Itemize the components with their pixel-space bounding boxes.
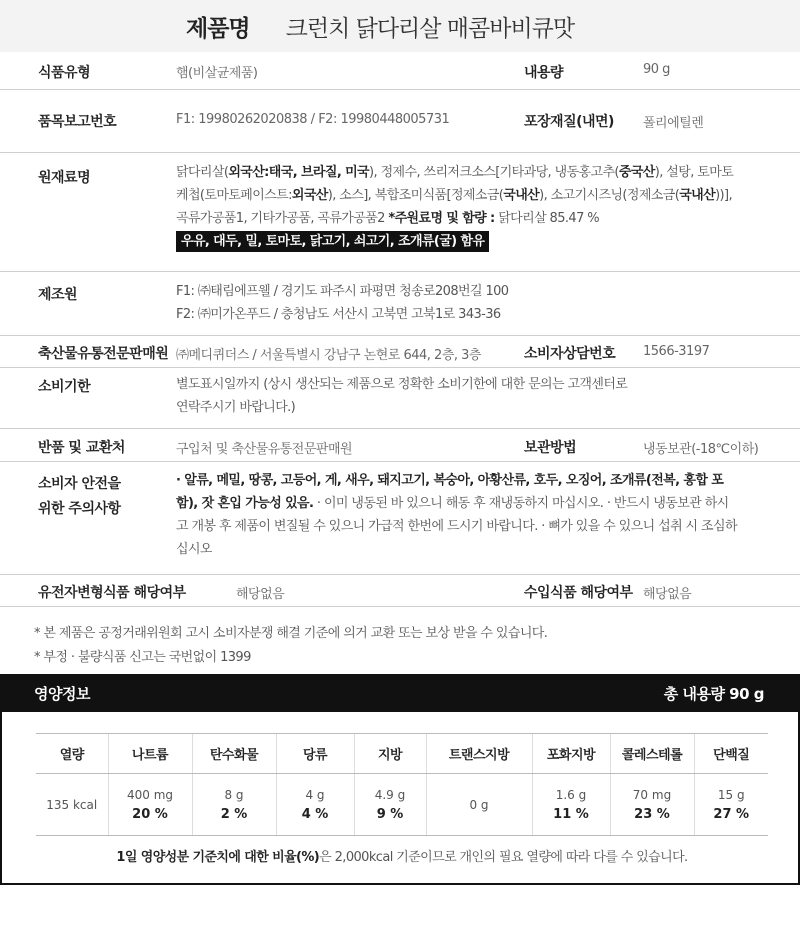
notice-item: * 부정 · 불량식품 신고는 국번없이 1399: [34, 650, 251, 665]
notice-list: [34, 622, 547, 670]
import-label: 수입식품 해당여부: [524, 585, 633, 601]
nutrient-header: 당류: [276, 734, 354, 774]
caution-label: [38, 472, 121, 522]
caution-label-line-2: 위한 주의사항: [38, 501, 121, 517]
nutrient-amount: 4.9 g: [374, 787, 406, 802]
product-name-label: 제품명: [186, 15, 250, 42]
ingredients-part: ), 소고기시즈닝(정제소금(: [539, 188, 680, 203]
seller-value: ㈜메디퀴더스 / 서울특별시 강남구 논현로 644, 2층, 3층: [176, 348, 481, 363]
report-no-value: F1: 19980262020838 / F2: 19980448005731: [176, 112, 450, 127]
nutrient-amount: 135 kcal: [46, 797, 98, 812]
nutrient-header: 열량: [36, 734, 108, 774]
nutrition-header-row: [36, 734, 768, 774]
nutrient-percent: 2 %: [220, 806, 248, 822]
row-seller: [0, 336, 800, 368]
gmo-label: 유전자변형식품 해당여부: [38, 585, 186, 601]
volume-value: 90 g: [643, 62, 670, 77]
caution-allergen-warning: · 알류, 메밀, 땅콩, 고등어, 게, 새우, 돼지고기, 복숭아, 아황산류, 호두, 오징어, 조개류(전복, 홍합 포함), 잣 혼입 가능성 있음.: [176, 473, 724, 511]
nutrient-amount: 4 g: [305, 787, 325, 802]
food-type-value: 햄(비살균제품): [176, 66, 258, 81]
nutrient-amount: 400 mg: [126, 787, 174, 802]
import-value: 해당없음: [643, 587, 692, 602]
return-value: 구입처 및 축산물유통전문판매원: [176, 442, 353, 457]
food-type-label: 식품유형: [38, 65, 91, 81]
nutrition-title: 영양정보: [34, 684, 90, 703]
ingredients-origin: 중국산: [618, 165, 655, 180]
nutrition-total: 총 내용량 90 g: [663, 684, 764, 703]
nutrient-amount: 70 mg: [632, 787, 672, 802]
nutrition-header: [0, 674, 800, 712]
row-report-no: [0, 90, 800, 153]
ingredients-part: 닭다리살(: [176, 165, 229, 180]
ingredients-part: ), 정제수, 쓰리저크소스[기타과당, 냉동홍고추(: [369, 165, 619, 180]
report-no-label: 품목보고번호: [38, 114, 117, 130]
nutrition-footnote-bold: 1일 영양성분 기준치에 대한 비율(%): [116, 850, 320, 865]
nutrient-header: 단백질: [694, 734, 768, 774]
consult-label: 소비자상담번호: [524, 346, 616, 362]
caution-text: [176, 469, 738, 561]
storage-value: 냉동보관(-18℃이하): [643, 442, 759, 457]
row-gmo: [0, 575, 800, 607]
nutrient-cell: [108, 774, 192, 836]
nutrient-cell: [426, 774, 532, 836]
nutrient-percent: 4 %: [301, 806, 329, 822]
expiry-line-1: 별도표시일까지 (상시 생산되는 제품으로 정확한 소비기한에 대한 문의는 고객센터로: [176, 377, 628, 392]
row-ingredients: [0, 153, 800, 272]
volume-label: 내용량: [524, 65, 564, 81]
row-return: [0, 429, 800, 462]
nutrient-cell: [610, 774, 694, 836]
ingredients-part: ))], 곡류가공품1, 기타가공품, 곡류가공품2: [176, 188, 733, 226]
nutrient-cell: [276, 774, 354, 836]
manufacturer-label: 제조원: [38, 287, 78, 303]
nutrient-amount: 8 g: [224, 787, 244, 802]
nutrient-percent: 11 %: [553, 806, 589, 822]
packaging-value: 폴리에틸렌: [643, 116, 704, 131]
nutrition-footnote-text: 은 2,000kcal 기준이므로 개인의 필요 열량에 따라 다를 수 있습니다.: [319, 850, 688, 865]
nutrient-amount: 1.6 g: [555, 787, 587, 802]
row-manufacturer: [0, 272, 800, 336]
expiry-line-2: 연락주시기 바랍니다.): [176, 400, 296, 415]
ingredients-origin: 국내산: [679, 188, 716, 203]
manufacturer-text: [176, 280, 738, 326]
title-bar: [0, 0, 800, 52]
nutrient-cell: [532, 774, 610, 836]
ingredients-part: ), 소스], 복합조미식품[정제소금(: [327, 188, 504, 203]
notice-item: * 본 제품은 공정거래위원회 고시 소비자분쟁 해결 기준에 의거 교환 또는 보상 받을 수 있습니다.: [34, 626, 548, 641]
nutrient-cell: [36, 774, 108, 836]
nutrient-header: 콜레스테롤: [610, 734, 694, 774]
nutrition-box: [0, 712, 800, 885]
ingredients-origin: 국내산: [503, 188, 540, 203]
row-food-type: [0, 52, 800, 90]
product-name-value: 크런치 닭다리살 매콤바비큐맛: [285, 15, 575, 42]
allergen-badge: 우유, 대두, 밀, 토마토, 닭고기, 쇠고기, 조개류(굴) 함유: [176, 231, 489, 252]
nutrient-header: 포화지방: [532, 734, 610, 774]
caution-instructions: · 이미 냉동된 바 있으니 해동 후 재냉동하지 마십시오. · 반드시 냉동보관 하시고 개봉 후 제품이 변질될 수 있으니 가급적 한번에 드시기 바랍니다. · 뼈가 있을 수 있으니 섭취 시 조심하십시오: [176, 496, 737, 557]
ingredients-origin: 외국산:태국, 브라질, 미국: [228, 165, 370, 180]
nutrient-percent: 23 %: [634, 806, 670, 822]
ingredients-text: [176, 161, 738, 253]
row-caution: [0, 462, 800, 575]
nutrient-cell: [192, 774, 276, 836]
nutrient-percent: 27 %: [713, 806, 750, 822]
expiry-text: [176, 373, 738, 419]
nutrition-table: [36, 733, 768, 836]
manufacturer-line-2: F2: ㈜미가온푸드 / 충청남도 서산시 고북면 고북1로 343-36: [176, 307, 501, 322]
nutrition-value-row: [36, 774, 768, 836]
caution-label-line-1: 소비자 안전을: [38, 476, 121, 492]
nutrient-percent: 20 %: [132, 806, 168, 822]
nutrient-percent: 9 %: [376, 806, 404, 822]
main-ingredient-value: 닭다리살 85.47 %: [494, 211, 600, 226]
packaging-label: 포장재질(내면): [524, 114, 614, 130]
manufacturer-line-1: F1: ㈜태림에프웰 / 경기도 파주시 파평면 청송로208번길 100: [176, 284, 509, 299]
ingredients-origin: 외국산: [291, 188, 328, 203]
nutrient-amount: 15 g: [717, 787, 745, 802]
nutrition-footnote: [2, 846, 800, 865]
return-label: 반품 및 교환처: [38, 440, 125, 456]
gmo-value: 해당없음: [236, 587, 285, 602]
ingredients-part: ), 설탕, 토마토케첩(토마토페이스트:: [176, 165, 734, 203]
ingredients-label: 원재료명: [38, 170, 91, 186]
nutrient-header: 나트륨: [108, 734, 192, 774]
row-expiry: [0, 368, 800, 429]
product-info-table: [0, 52, 800, 607]
nutrient-cell: [354, 774, 426, 836]
seller-label: 축산물유통전문판매원: [38, 346, 169, 362]
expiry-label: 소비기한: [38, 379, 91, 395]
storage-label: 보관방법: [524, 440, 577, 456]
nutrient-amount: 0 g: [469, 797, 489, 812]
nutrient-header: 탄수화물: [192, 734, 276, 774]
nutrient-cell: [694, 774, 768, 836]
nutrient-header: 지방: [354, 734, 426, 774]
nutrient-header: 트랜스지방: [426, 734, 532, 774]
consult-value: 1566-3197: [643, 344, 710, 359]
main-ingredient-label: *주원료명 및 함량 :: [388, 211, 495, 226]
